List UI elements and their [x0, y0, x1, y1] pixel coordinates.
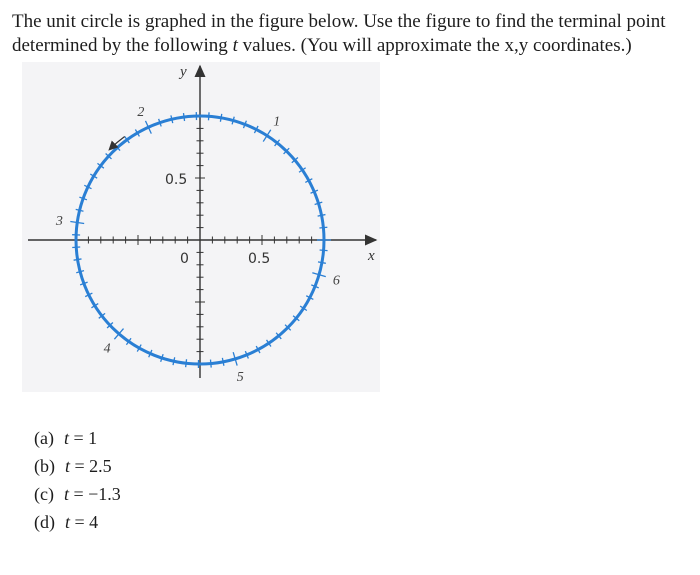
- question-list: [34, 424, 121, 536]
- question-variable: t: [63, 428, 69, 448]
- question-value: 2.5: [89, 456, 112, 476]
- circle-tick: [171, 115, 173, 123]
- y-tick-label: 0.5: [165, 172, 188, 188]
- circle-tick: [222, 358, 223, 366]
- circle-tick: [318, 262, 326, 263]
- question-value: 4: [89, 512, 99, 532]
- problem-statement: [12, 10, 692, 58]
- prompt-t-variable: t: [232, 35, 238, 56]
- question-relation: =: [69, 484, 89, 504]
- prompt-text-1: The unit circle is graphed in the figure below. Use the figure to find the terminal point determined by the following: [12, 11, 666, 56]
- circle-tick: [210, 360, 211, 368]
- question-a: [34, 424, 121, 452]
- question-part: (d): [34, 512, 55, 532]
- question-value: 1: [88, 428, 98, 448]
- question-value: −1.3: [88, 484, 121, 504]
- circle-tick: [184, 113, 185, 121]
- question-c: [34, 480, 121, 508]
- circle-tick: [220, 114, 221, 122]
- question-part: (a): [34, 428, 54, 448]
- t-marker-label: 4: [103, 341, 111, 357]
- question-relation: =: [70, 456, 90, 476]
- question-variable: t: [63, 484, 69, 504]
- prompt-text-2: values. (You will approximate the x,y coordinates.): [237, 35, 632, 56]
- circle-tick: [173, 357, 175, 365]
- t-marker-label: 2: [137, 104, 145, 120]
- unit-circle-figure: [22, 62, 380, 392]
- x-axis-label: x: [368, 248, 375, 264]
- origin-label: 0: [180, 251, 189, 267]
- question-relation: =: [70, 512, 90, 532]
- question-part: (c): [34, 484, 54, 504]
- circle-tick: [186, 359, 187, 367]
- question-variable: t: [65, 512, 71, 532]
- x-tick-label: 0.5: [248, 251, 271, 267]
- question-relation: =: [69, 428, 89, 448]
- circle-tick: [319, 227, 327, 228]
- t-marker-label: 3: [55, 213, 63, 229]
- question-part: (b): [34, 456, 55, 476]
- circle-tick: [320, 250, 328, 251]
- circle-tick: [318, 215, 326, 217]
- question-variable: t: [65, 456, 71, 476]
- question-d: [34, 508, 121, 536]
- unit-circle-plot: [22, 62, 380, 392]
- t-marker-label: 1: [273, 114, 281, 130]
- t-marker-label: 5: [236, 370, 244, 386]
- circle-tick: [74, 259, 82, 260]
- circle-tick: [208, 112, 209, 120]
- y-axis-label: y: [180, 64, 187, 80]
- question-b: [34, 452, 121, 480]
- t-marker-label: 6: [332, 273, 340, 289]
